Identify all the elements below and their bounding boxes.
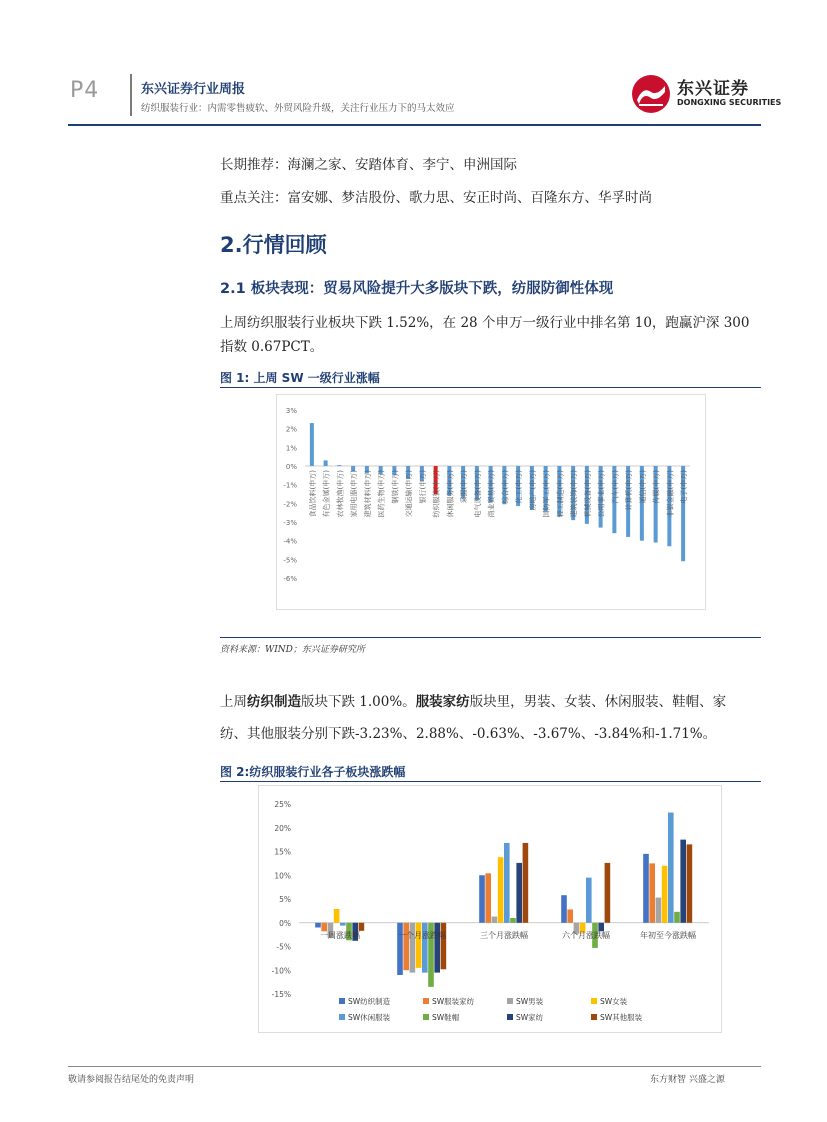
y-tick-label: -1%: [283, 481, 297, 490]
bar: [561, 895, 567, 923]
legend-label: SW服装家纺: [432, 997, 475, 1006]
paragraph-2-line-1: [220, 690, 726, 710]
y-tick-label: -4%: [283, 537, 297, 546]
figure-2-chart: [258, 785, 722, 1033]
legend-swatch: [423, 1014, 429, 1020]
header-rule: [68, 124, 761, 126]
category-label: 交通运输(申万): [405, 470, 414, 518]
bar: [498, 857, 504, 923]
legend-swatch: [339, 998, 345, 1004]
bar: [668, 813, 674, 923]
figure-1-top-rule: [220, 387, 761, 388]
paragraph-1-line-1: 上周纺织服装行业板块下跌 1.52%，在 28 个申万一级行业中排名第 10，跑赢沪深 300: [220, 315, 750, 331]
para2-pre: 上周: [220, 694, 247, 710]
bar: [340, 923, 346, 926]
figure-2-caption: 图 2:纺织服装行业各子板块涨跌幅: [220, 765, 406, 779]
figure-1-bottom-rule: [220, 637, 761, 638]
legend-label: SW休闲服装: [348, 1013, 391, 1022]
paragraph-2-line-2: 纺、其他服装分别下跌-3.23%、2.88%、-0.63%、-3.67%、-3.84%和-1.71%。: [220, 726, 717, 742]
y-tick-label: 5%: [279, 895, 291, 904]
bar: [516, 863, 522, 923]
category-label: 有色金属(申万): [322, 470, 331, 518]
category-label: 汽车(申万): [611, 470, 620, 504]
category-label: 六个月涨跌幅: [562, 930, 610, 940]
y-tick-label: -5%: [283, 556, 297, 565]
bar: [310, 423, 314, 466]
figure-1-source: 资料来源：WIND；东兴证券研究所: [220, 645, 365, 655]
category-label: 传媒(申万): [652, 470, 661, 504]
header-divider: [130, 74, 132, 116]
legend-label: SW女装: [600, 997, 628, 1006]
legend-swatch: [591, 998, 597, 1004]
legend-label: SW家纺: [516, 1013, 544, 1022]
footer-disclaimer: 敬请参阅报告结尾处的免责声明: [68, 1075, 195, 1085]
legend-swatch: [423, 998, 429, 1004]
category-label: 一个月涨跌幅: [398, 930, 446, 940]
long-term-recommend: 长期推荐：海澜之家、安踏体育、李宁、申洲国际: [220, 157, 517, 173]
legend-swatch: [507, 998, 513, 1004]
y-tick-label: 0%: [279, 918, 291, 928]
y-tick-label: 15%: [274, 847, 291, 857]
y-tick-label: 1%: [285, 444, 297, 453]
bar: [479, 875, 485, 923]
y-tick-label: -5%: [276, 942, 291, 952]
category-label: 综合(申万): [501, 470, 510, 504]
legend-label: SW纺织制造: [348, 997, 391, 1006]
legend-label: SW其他服装: [600, 1013, 643, 1022]
y-tick-label: -15%: [271, 990, 291, 999]
bar: [485, 873, 491, 922]
page-number: P4: [70, 78, 100, 103]
category-label: 商业贸易(申万): [487, 470, 496, 518]
bar: [687, 844, 693, 922]
bar: [337, 465, 341, 466]
category-label: 轻工制造(申万): [556, 470, 565, 518]
category-label: 化工(申万): [515, 470, 524, 504]
category-label: 银行(申万): [418, 470, 427, 504]
report-title: 东兴证券行业周报: [141, 82, 246, 97]
logo-text-cn: 东兴证券: [677, 79, 749, 99]
bar: [649, 863, 655, 922]
bar: [492, 917, 498, 923]
legend-label: SW男装: [516, 997, 544, 1006]
footer-rule: [68, 1066, 761, 1067]
category-label: 农林牧渔(申万): [336, 470, 345, 518]
para2-post: 版块里，男装、女装、休闲服装、鞋帽、家: [469, 694, 727, 710]
subsection-heading: 2.1 板块表现：贸易风险提升大多版块下跌，纺服防御性体现: [220, 281, 614, 297]
category-label: 一周涨跌幅: [320, 930, 360, 940]
category-label: 医药生物(申万): [377, 470, 386, 518]
bar: [510, 918, 516, 923]
category-label: 食品饮料(申万): [308, 470, 317, 518]
category-label: 休闲服务(申万): [446, 470, 455, 518]
footer-slogan: 东方财智 兴盛之源: [650, 1075, 725, 1085]
bar: [523, 843, 529, 923]
paragraph-1-line-2: 指数 0.67PCT。: [220, 339, 324, 355]
bar: [315, 923, 321, 928]
bar: [643, 854, 649, 923]
bar: [416, 923, 422, 968]
category-label: 钢铁(申万): [391, 470, 400, 504]
para2-bold-apparel: 服装家纺: [415, 694, 470, 710]
category-label: 计算机(申万): [625, 470, 634, 511]
figure-2-top-rule: [220, 781, 761, 782]
bar: [586, 878, 592, 923]
category-label: 通信(申万): [638, 470, 647, 504]
section-heading: 2.行情回顾: [220, 233, 327, 257]
bar: [605, 863, 611, 923]
y-tick-label: 20%: [274, 823, 291, 833]
figure-1-caption: 图 1: 上周 SW 一级行业涨幅: [220, 371, 380, 385]
y-tick-label: 2%: [285, 425, 297, 434]
category-label: 非银金融(申万): [666, 470, 675, 518]
bar: [441, 923, 447, 970]
bar: [504, 843, 510, 923]
y-tick-label: 3%: [285, 407, 297, 415]
category-label: 公用事业(申万): [597, 470, 606, 518]
category-label: 国防军工(申万): [542, 470, 551, 518]
legend-swatch: [339, 1014, 345, 1020]
y-tick-label: 10%: [274, 871, 291, 881]
category-label: 建筑装饰(申万): [570, 470, 579, 518]
bar: [662, 866, 668, 923]
bar: [324, 460, 328, 466]
para2-bold-textile: 纺织制造: [247, 694, 301, 710]
bar: [656, 898, 662, 923]
key-focus: 重点关注：富安娜、梦洁股份、歌力思、安正时尚、百隆东方、华孚时尚: [220, 190, 652, 206]
category-label: 建筑材料(申万): [363, 470, 372, 518]
y-tick-label: -3%: [283, 519, 297, 527]
legend-swatch: [591, 1014, 597, 1020]
legend-swatch: [507, 1014, 513, 1020]
category-label: 三个月涨跌幅: [480, 930, 528, 940]
y-tick-label: 25%: [274, 800, 291, 809]
figure-1-chart: [276, 394, 706, 610]
bar: [674, 912, 680, 923]
y-tick-label: 0%: [285, 463, 297, 471]
category-label: 家用电器(申万): [350, 470, 359, 518]
logo-text-en: DONGXING SECURITIES: [677, 98, 782, 107]
y-tick-label: -6%: [283, 575, 297, 583]
bar: [334, 909, 340, 923]
category-label: 纺织服装(申万): [432, 470, 441, 518]
category-label: 电子(申万): [680, 470, 689, 504]
y-tick-label: -2%: [283, 500, 297, 509]
dongxing-logo-icon: [631, 74, 671, 114]
category-label: 采掘(申万): [460, 470, 469, 504]
bar: [680, 840, 686, 923]
bar: [567, 909, 573, 922]
y-tick-label: -10%: [271, 966, 291, 976]
report-subtitle: 纺织服装行业：内需零售疲软、外贸风险升级，关注行业压力下的马太效应: [141, 103, 455, 114]
legend-label: SW鞋帽: [432, 1013, 460, 1022]
category-label: 机械设备(申万): [583, 470, 592, 518]
category-label: 房地产(申万): [528, 470, 537, 511]
bar: [359, 923, 365, 931]
category-label: 电气设备(申万): [473, 470, 482, 518]
para2-mid: 版块下跌 1.00%。: [301, 694, 416, 710]
category-label: 年初至今涨跌幅: [640, 930, 696, 940]
